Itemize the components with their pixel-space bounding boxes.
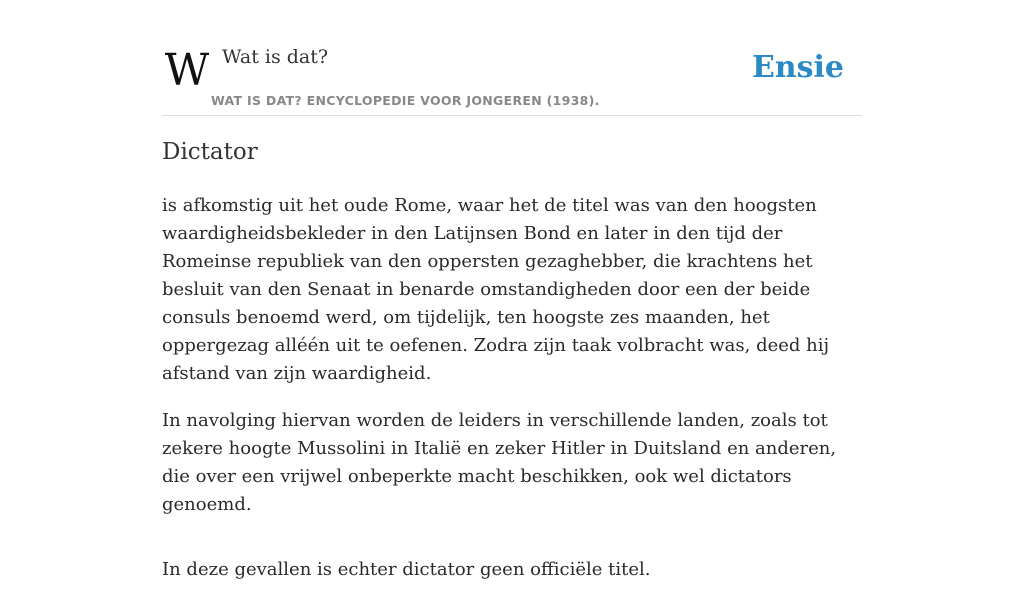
paragraph: In deze gevallen is echter dictator geen officiële titel. — [162, 559, 651, 580]
article-title: Dictator — [162, 139, 258, 165]
site-title[interactable]: Wat is dat? — [222, 46, 329, 68]
paragraph: is afkomstig uit het oude Rome, waar het de titel was van den hoogsten waardigheidsbekleder in den Latijnsen Bond en later in den tijd der Romeinse republiek van den oppersten gezaghebber, die krachtens het besluit van den Senaat in benarde omstandigheden door een der beide consuls benoemd werd, om tijdelijk, ten hoogste zes maanden, het oppergezag alléén uit te oefenen. Zodra zijn taak volbracht was, deed hij afstand van zijn waardigheid. — [162, 195, 830, 384]
source-label: WAT IS DAT? ENCYCLOPEDIE VOOR JONGEREN (1938). — [211, 93, 600, 108]
paragraph: In navolging hiervan worden de leiders in verschillende landen, zoals tot zekere hoogte Mussolini in Italië en zeker Hitler in Duitsland en anderen, die over een vrijwel onbeperkte macht beschikken, ook wel dictators genoemd. — [162, 410, 837, 515]
article-body — [162, 192, 862, 603]
brand-logo-link[interactable]: Ensie — [751, 50, 844, 85]
wikipedia-w-icon[interactable] — [165, 52, 209, 90]
header — [162, 40, 862, 116]
svg-text:W: W — [165, 52, 209, 90]
